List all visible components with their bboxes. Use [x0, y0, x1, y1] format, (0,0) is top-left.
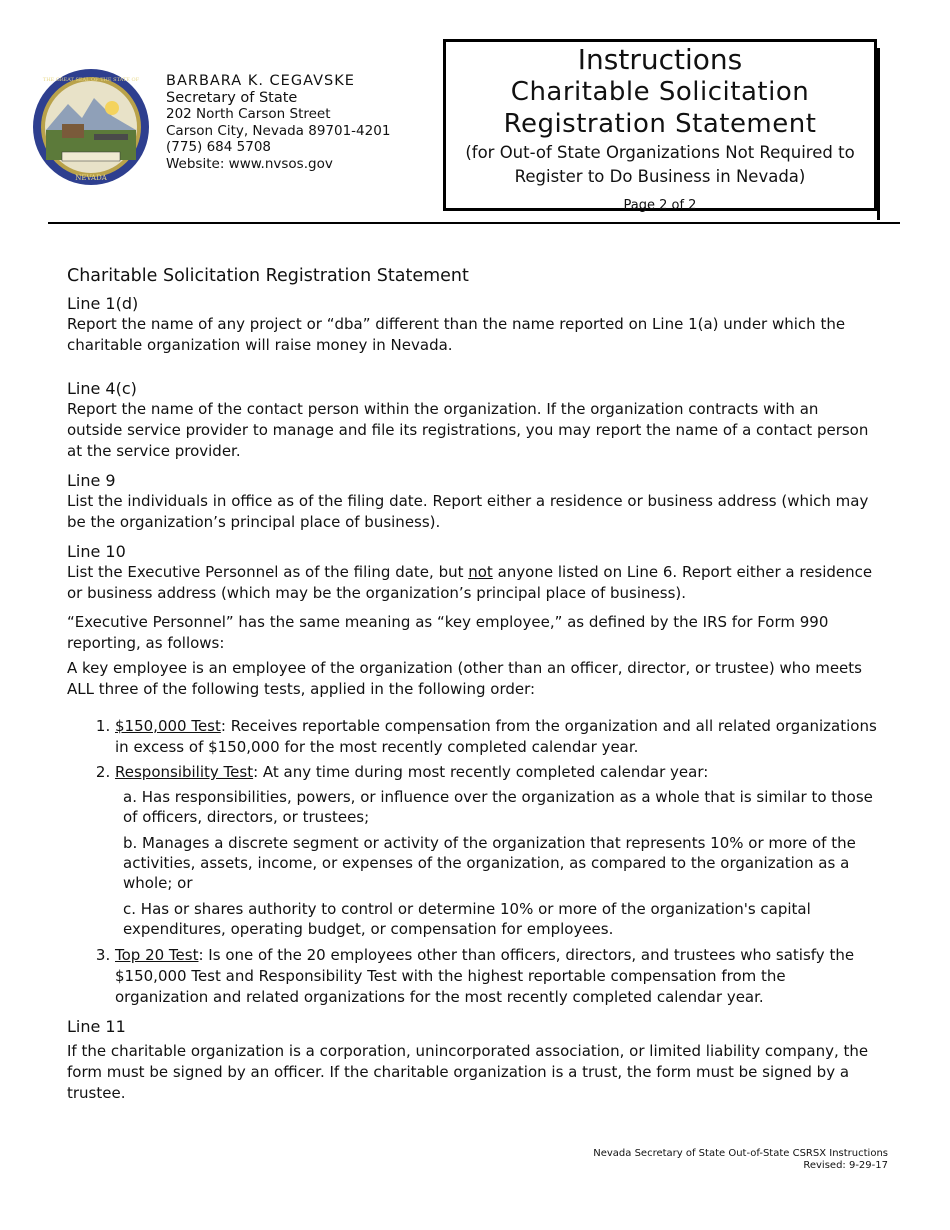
doc-subtitle-2: Registration Statement [503, 109, 817, 139]
line-4c-text: Report the name of the contact person within the organization. If the organization contracts with an outside service provider to manage and file its registrations, you may report the name of a contact person at the service provider. [67, 400, 869, 460]
line-9-heading: Line 9 [67, 471, 116, 490]
executive-personnel-definition: “Executive Personnel” has the same meaning as “key employee,” as defined by the IRS for Form 990 reporting, as follows: [67, 613, 829, 652]
test-2 [115, 762, 877, 939]
line-10-text [67, 562, 877, 604]
test-2-label: Responsibility Test [115, 763, 254, 781]
test-2c: c. Has or shares authority to control or determine 10% or more of the organization's capital expenditures, operating budget, or compensation for employees. [123, 900, 811, 938]
line-11-heading: Line 11 [67, 1017, 126, 1036]
secretary-name: BARBARA K. CEGAVSKE [166, 73, 355, 89]
doc-title: Instructions [577, 43, 743, 76]
doc-scope-1: (for Out-of State Organizations Not Required to [465, 143, 855, 162]
website: Website: www.nvsos.gov [166, 155, 333, 172]
line-10-text-b: anyone listed on Line 6. Report either a residence or business address (which may be the organization’s principal place of business). [67, 563, 873, 602]
footer-form-name: Nevada Secretary of State Out-of-State CSRSX Instructions [593, 1148, 888, 1159]
test-1-text: : Receives reportable compensation from the organization and all related organizations in excess of $150,000 for the most recently completed calendar year. [115, 717, 877, 756]
city-address: Carson City, Nevada 89701-4201 [166, 122, 391, 139]
line-1d-heading: Line 1(d) [67, 294, 139, 313]
line-9-text: List the individuals in office as of the filing date. Report either a residence or business address (which may be the organization’s principal place of business). [67, 492, 869, 531]
agency-contact-block [166, 73, 390, 172]
nevada-state-seal [32, 68, 150, 186]
line-4c-heading: Line 4(c) [67, 379, 137, 398]
secretary-role: Secretary of State [166, 89, 298, 106]
test-2b: b. Manages a discrete segment or activity of the organization that represents 10% or more of the activities, assets, income, or expenses of the organization, as compared to the organization as a whole; or [123, 834, 856, 892]
seal-bottom-text: NEVADA [75, 174, 107, 182]
page-number: Page 2 of 2 [623, 198, 697, 213]
test-2a: a. Has responsibilities, powers, or influence over the organization as a whole that is similar to those of officers, directors, or trustees; [123, 788, 873, 826]
seal-top-text: THE GREAT SEAL OF THE STATE OF [42, 77, 140, 83]
instructions-body [67, 266, 877, 1104]
line-10-text-a: List the Executive Personnel as of the filing date, but [67, 563, 469, 581]
test-3 [115, 945, 877, 1008]
phone-number: (775) 684 5708 [166, 139, 272, 155]
test-3-text: : Is one of the 20 employees other than officers, directors, and trustees who satisfy the $150,000 Test and Responsibility Test with the highest reportable compensation from the organization and related organizations for the most recently completed calendar year. [115, 946, 855, 1006]
section-title: Charitable Solicitation Registration Statement [67, 266, 469, 286]
footer [593, 1148, 888, 1172]
doc-subtitle-1: Charitable Solicitation [510, 77, 810, 107]
test-3-label: Top 20 Test [115, 946, 199, 964]
header-divider [48, 222, 900, 224]
line-10-not: not [468, 563, 493, 581]
title-box [443, 39, 877, 211]
line-1d-text: Report the name of any project or “dba” different than the name reported on Line 1(a) under which the charitable organization will raise money in Nevada. [67, 315, 846, 354]
street-address: 202 North Carson Street [166, 106, 331, 122]
title-box-shadow [877, 48, 880, 220]
test-1 [115, 716, 877, 758]
key-employee-definition: A key employee is an employee of the organization (other than an officer, director, or trustee) who meets ALL three of the following tests, applied in the following order: [67, 659, 862, 698]
line-11-text: If the charitable organization is a corporation, unincorporated association, or limited liability company, the form must be signed by an officer. If the charitable organization is a trust, the form must be signed by a trustee. [67, 1042, 869, 1102]
footer-revised: Revised: 9-29-17 [803, 1160, 888, 1171]
line-10-heading: Line 10 [67, 542, 126, 561]
test-1-label: $150,000 Test [115, 717, 221, 735]
doc-scope-2: Register to Do Business in Nevada) [514, 167, 806, 186]
test-2-text: : At any time during most recently completed calendar year: [253, 763, 709, 781]
key-employee-tests [67, 716, 877, 1008]
test-2-subitems [115, 787, 877, 939]
